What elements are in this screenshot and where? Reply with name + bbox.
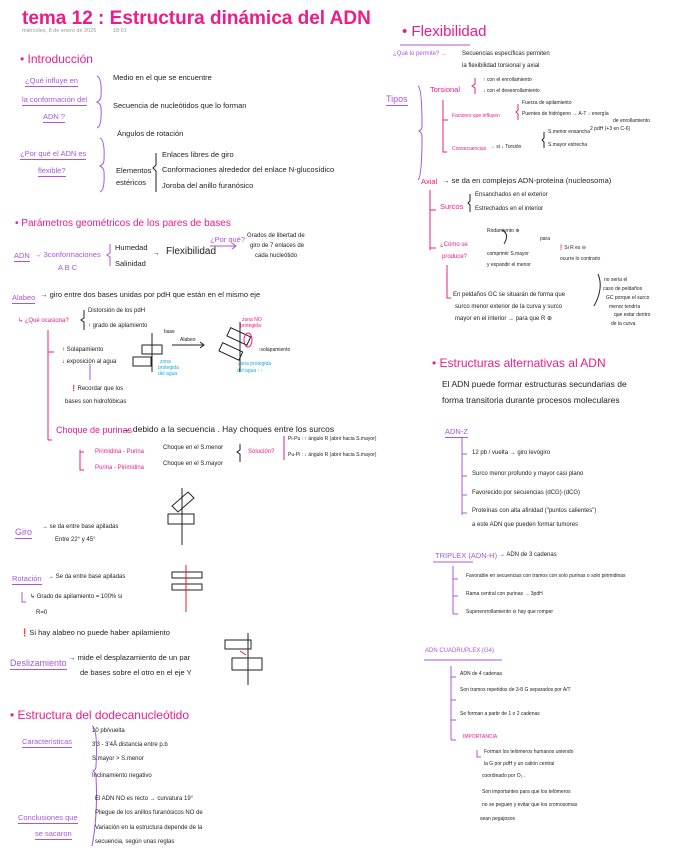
list-item: a este ADN que pueden formar tumores bbox=[472, 522, 579, 528]
note-line: Pu-Pi : ↓ ángulo R (abrir hacia S.mayor) bbox=[288, 452, 377, 458]
note-line: bases son hidrofóbicas bbox=[65, 399, 127, 405]
note-line: 10 pb/vuelta bbox=[92, 728, 125, 734]
note-line: R=0 bbox=[36, 610, 48, 616]
label: Surcos bbox=[440, 202, 464, 211]
text: Si R es ⊖ bbox=[564, 245, 586, 251]
list-item: Rama central con purinas → 3pdH bbox=[466, 591, 543, 597]
diagram-label: zona bbox=[160, 359, 171, 365]
note-line: estéricos bbox=[116, 178, 147, 187]
label: A B C bbox=[58, 263, 78, 272]
note-line: Pi-Pu : ↑ ángulo R (abrir hacia S.mayor) bbox=[288, 436, 377, 442]
note-line: Enlaces libres de giro bbox=[162, 150, 234, 159]
label: → 3conformaciones bbox=[34, 250, 101, 259]
list-item: ADN de 4 cadenas bbox=[460, 671, 502, 677]
note-line: Grados de libertad de bbox=[247, 233, 305, 239]
note-line: ↓ con el desenrollamiento bbox=[483, 88, 540, 94]
note-line: → debido a la secuencia . Hay choques entre los surcos bbox=[122, 424, 335, 434]
label: Rotación bbox=[12, 574, 42, 583]
note-line: Choque en el S.mayor bbox=[163, 461, 223, 467]
label: Tipos bbox=[386, 94, 408, 104]
note-line: que estar dentro bbox=[614, 312, 651, 318]
question: ↳ ¿Qué ocasiona? bbox=[18, 318, 69, 324]
note-line: Son importantes para que los telómeros bbox=[482, 789, 571, 795]
note-line: ↑ grado de aplamiento bbox=[88, 323, 148, 329]
section-heading: • Estructuras alternativas al ADN bbox=[432, 356, 606, 370]
note-line: comprimir S.mayor bbox=[487, 251, 529, 257]
heading-text: Flexibilidad bbox=[411, 23, 487, 40]
label: ADN-Z bbox=[445, 427, 468, 436]
note-line: ↳ Grado de apilamiento = 100% si bbox=[30, 594, 123, 600]
note-line: GC porque el surco bbox=[606, 295, 650, 301]
question: ¿Por qué? bbox=[210, 235, 246, 244]
label: Axial bbox=[421, 177, 438, 186]
warning-icon: ❗ bbox=[70, 386, 78, 392]
note-line: S.mayor > S.menor bbox=[92, 756, 144, 762]
section-heading: • Estructura del dodecanucleótido bbox=[10, 708, 189, 722]
diagram-label: base bbox=[164, 329, 175, 335]
note-line: de enrollamiento bbox=[613, 118, 650, 124]
note-line: Joroba del anillo furanósico bbox=[162, 181, 254, 190]
note-line: mayor en el interior → para que R ⊕ bbox=[455, 316, 553, 322]
note-line: → Se da entre base apiladas bbox=[48, 574, 126, 580]
note-line: → si ↓ Torsión bbox=[490, 144, 522, 150]
note-line: Secuencia de nucleótidos que lo forman bbox=[113, 101, 247, 110]
label: Choque de purinas bbox=[56, 425, 133, 435]
note-line: caso de peldaños bbox=[603, 286, 643, 292]
note-line: Salinidad bbox=[115, 259, 146, 268]
note-line: la G por pdH y un catión central bbox=[484, 761, 555, 767]
note-line: ↑ Solapamiento bbox=[62, 347, 104, 353]
warning-icon: ❗ bbox=[20, 628, 30, 637]
page-title: tema 12 : Estructura dinámica del ADN bbox=[22, 8, 371, 29]
note-line: El ADN puede formar estructuras secundarias de bbox=[442, 379, 627, 389]
note-line: S.mayor estrecha bbox=[548, 142, 588, 148]
note-line: Inclinamiento negativo bbox=[92, 773, 152, 779]
note-line: la flexibilidad torsional y axial bbox=[462, 63, 540, 69]
note-line: ocurre lo contrario bbox=[560, 256, 601, 262]
label: Conclusiones que bbox=[18, 813, 78, 822]
label: Factores que influyen bbox=[452, 113, 500, 119]
question: ¿Qué influye en bbox=[25, 76, 78, 85]
note-line: sean pegajosos bbox=[480, 816, 516, 822]
note-line: Fuerza de apilamiento bbox=[522, 100, 572, 106]
label: TRIPLEX (ADN-H) bbox=[435, 551, 498, 560]
note-line bbox=[20, 629, 170, 637]
label: Torsional bbox=[430, 85, 461, 94]
note-line: → mide el desplazamiento de un par bbox=[68, 653, 191, 662]
note-line: → se da en complejos ADN-proteína (nucleosoma) bbox=[442, 176, 612, 185]
note-line: cada nucleótido bbox=[255, 253, 298, 259]
heading-text: Introducción bbox=[27, 52, 93, 66]
note-line: surco menor exterior de la curva y surco bbox=[455, 304, 563, 310]
note-line: y expandir el menor bbox=[487, 262, 531, 268]
note-line: Choque en el S.menor bbox=[163, 445, 224, 451]
section-heading: • Flexibilidad bbox=[402, 23, 487, 40]
note-line: → giro entre dos bases unidas por pdH que están en el mismo eje bbox=[40, 290, 261, 299]
note-line: El ADN NO es recto → curvatura 19° bbox=[95, 796, 194, 802]
warning-icon: ❗ bbox=[558, 245, 565, 251]
note-line: Conformaciones alrededor del enlace N-glucosídico bbox=[162, 165, 335, 174]
note-line: Estrechados en el interior bbox=[475, 206, 544, 212]
list-item: 12 pb / vuelta → giro levógiro bbox=[472, 450, 551, 456]
text: Recordar que los bbox=[77, 386, 124, 392]
question: flexible? bbox=[38, 166, 66, 175]
time: 18:01 bbox=[113, 28, 127, 34]
note-line: Forman los telómeros humanos uniendo bbox=[484, 749, 574, 755]
note-line bbox=[558, 246, 586, 251]
note-line: → se da entre base apiladas bbox=[42, 524, 119, 530]
note-line: Flexibilidad bbox=[166, 246, 217, 257]
label: Deslizamiento bbox=[10, 658, 67, 668]
note-line: Rodamiento ⊕ bbox=[487, 228, 520, 234]
note-line: → ADN de 3 cadenas bbox=[499, 552, 557, 558]
label: IMPORTANCIA bbox=[463, 734, 498, 740]
diagram-label: del agua ↑↑ bbox=[237, 368, 263, 374]
note-line: menor tendría bbox=[609, 304, 641, 310]
diagram-label: protegida bbox=[158, 365, 179, 371]
list-item: Favorecido por secuencias (dCG)·(dCG) bbox=[472, 490, 581, 496]
label: se sacaron bbox=[35, 829, 72, 838]
label: Consecuencias bbox=[452, 146, 487, 152]
list-item: Superenrrollamiento ⊖ hay que romper bbox=[466, 609, 554, 615]
question: ¿Qué lo permite? → bbox=[393, 51, 448, 57]
note-line: Secuencias específicas permiten bbox=[462, 51, 550, 57]
list-item: Son tramos repetidos de 3-8 G separados por A/T bbox=[460, 687, 571, 693]
label: Purina - Pirimidina bbox=[95, 465, 145, 471]
question: ADN ? bbox=[43, 112, 66, 121]
note-line: Elementos bbox=[116, 166, 152, 175]
note-line: de la curva bbox=[611, 321, 636, 327]
note-line: Distorsión de los pdH bbox=[88, 308, 146, 314]
note-line: ↑ con el enrollamiento bbox=[483, 77, 532, 83]
list-item: Proteínas con alta afinidad ("puntos calientes") bbox=[472, 508, 597, 514]
arrow: → bbox=[152, 248, 160, 257]
note-line: 3'3 - 3'4Å distancia entre p.b bbox=[92, 742, 168, 748]
label: Características bbox=[22, 737, 73, 746]
label: Giro bbox=[15, 527, 33, 537]
text: Si hay alabeo no puede haber apilamiento bbox=[29, 628, 170, 637]
note-line: S.menor ensancha bbox=[548, 129, 590, 135]
note-line: Entre 22° y 45° bbox=[55, 537, 96, 543]
note-line: Ensanchados en el exterior bbox=[475, 192, 548, 198]
question: ¿Por qué el ADN es bbox=[20, 149, 87, 158]
list-item: Se forman a partir de 1 o 2 cadenas bbox=[460, 711, 540, 717]
label: Alabeo bbox=[12, 293, 36, 302]
note-line: secuencia, según unas reglas bbox=[95, 839, 175, 845]
diagram-label: Alabeo bbox=[180, 337, 196, 343]
list-item: Surco menor profundo y mayor casi plano bbox=[472, 471, 584, 477]
heading-text: Estructura del dodecanucleótido bbox=[17, 708, 189, 722]
note-line: En peldaños GC se situarán de forma que bbox=[453, 292, 566, 298]
note-line: no se peguen y evitar que los cromosomas bbox=[482, 802, 578, 808]
label: ADN bbox=[14, 251, 30, 260]
section-heading: • Introducción bbox=[20, 52, 93, 66]
note-line: Humedad bbox=[115, 243, 148, 252]
diagram-label: protegida bbox=[240, 323, 261, 329]
label: Pirimidina - Purina bbox=[95, 449, 145, 455]
note-line: giro de 7 enlaces de bbox=[250, 243, 305, 249]
question: Solución? bbox=[248, 449, 275, 455]
note-line: para bbox=[540, 236, 551, 242]
label: ADN CUADRUPLEX (G4) bbox=[425, 648, 495, 654]
note-line: Pliegue de los anillos furanósicos NO de bbox=[95, 810, 203, 816]
question: ¿Cómo se bbox=[440, 242, 468, 248]
list-item: Favorable en secuencias con tramos con solo purinas o solo pirimidinas bbox=[466, 573, 626, 579]
note-line: Medio en el que se encuentre bbox=[113, 73, 212, 82]
date: miércoles, 8 de enero de 2025 bbox=[22, 28, 97, 34]
heading-text: Estructuras alternativas al ADN bbox=[439, 356, 606, 370]
diagram-label: ↑solapamiento bbox=[258, 347, 291, 353]
question: la conformación del bbox=[22, 95, 88, 104]
note-line: Puentes de hidrógeno → A-T ↓ energía bbox=[522, 111, 609, 117]
diagram-label: zona protegida bbox=[238, 361, 272, 367]
diagram-label: zona NO bbox=[242, 317, 262, 323]
note-line: Ángulos de rotación bbox=[117, 129, 184, 138]
note-line: no sería el bbox=[604, 277, 628, 283]
note-line: 2 pdH (+3 en C-6) bbox=[590, 126, 631, 132]
question: produce? bbox=[442, 254, 468, 260]
diagram-label: del agua bbox=[158, 371, 178, 377]
note-line: coordinado por O₂ . bbox=[482, 773, 526, 779]
note-line: Variación en la estructura depende de la bbox=[95, 825, 203, 831]
section-heading: • Parámetros geométricos de los pares de bases bbox=[15, 218, 231, 229]
note-line: de bases sobre el otro en el eje Y bbox=[80, 668, 192, 677]
heading-text: Parámetros geométricos de los pares de bases bbox=[21, 218, 231, 229]
note-line bbox=[70, 386, 123, 392]
note-line: forma transitoria durante procesos moleculares bbox=[442, 395, 620, 405]
note-line: ↓ exposición al agua bbox=[62, 359, 117, 365]
